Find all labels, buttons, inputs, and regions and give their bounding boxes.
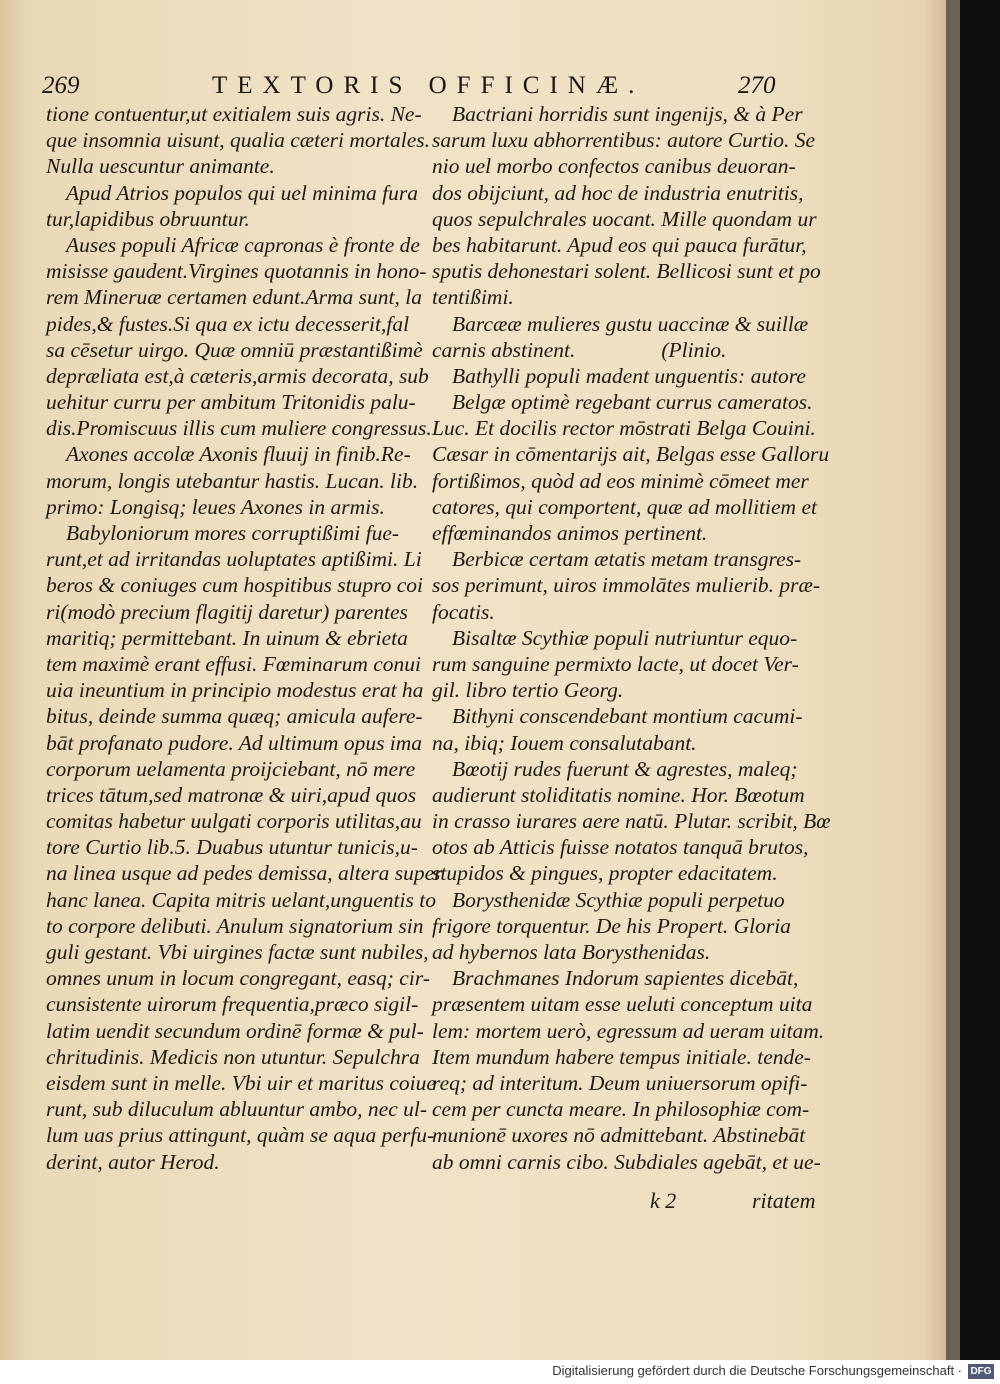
text-line: Axones accolæ Axonis fluuij in finib.Re- [66, 442, 411, 467]
text-line: trices tātum,sed matronæ & uiri,apud quos [46, 782, 417, 807]
text-line: dis.Promiscuus illis cum muliere congressus. [46, 416, 432, 441]
text-line: Auses populi Africæ capronas è fronte de [66, 232, 420, 257]
text-line: corporum uelamenta proijciebant, nō mere [46, 756, 416, 781]
text-line: uehitur curru per ambitum Tritonidis palu- [46, 390, 416, 415]
text-line: cem per cuncta meare. In philosophiæ com- [432, 1097, 810, 1122]
text-line: Apud Atrios populos qui uel minima fura [66, 180, 418, 205]
text-line: dos obijciunt, ad hoc de industria enutritis, [432, 180, 804, 205]
text-line: Berbicæ certam ætatis metam transgres- [452, 547, 802, 572]
text-line: Bathylli populi madent unguentis: autore [452, 363, 806, 388]
text-line: derint, autor Herod. [46, 1149, 220, 1174]
catchword: ritatem [752, 1188, 816, 1213]
text-line: Bactriani horridis sunt ingenijs, & à Per [452, 102, 803, 126]
text-line: ad hybernos lata Borysthenidas. [432, 940, 711, 964]
text-line: que insomnia uisunt, qualia cæteri mortales. [46, 128, 431, 153]
text-line: morum, longis utebantur hastis. Lucan. lib. [46, 468, 419, 493]
text-line: in crasso iurares aere natū. Plutar. scribit, Bœ [432, 809, 831, 834]
text-line: sarum luxu abhorrentibus: autore Curtio. Se [432, 128, 816, 153]
text-line: focatis. [432, 599, 495, 624]
left-text-column [46, 101, 443, 1175]
text-line: beros & coniuges cum hospitibus stupro coi [46, 573, 424, 598]
page-number-left: 269 [42, 72, 80, 99]
text-line: Nulla uescuntur animante. [46, 154, 275, 179]
text-line: guli gestant. Vbi uirgines factæ sunt nubiles, [46, 940, 429, 964]
text-line: stupidos & pingues, propter edacitatem. [432, 861, 778, 886]
text-line: tentißimi. [432, 285, 514, 310]
text-line: tur,lapidibus obruuntur. [46, 206, 250, 231]
text-line: Belgæ optimè regebant currus cameratos. [452, 390, 813, 415]
text-line: hanc lanea. Capita mitris uelant,unguentis to [46, 887, 436, 912]
text-line: tione contuentur,ut exitialem suis agris. Ne- [46, 102, 422, 126]
dfg-logo: DFG [968, 1364, 994, 1379]
text-line: lem: mortem uerò, egressum ad ueram uitam. [432, 1018, 825, 1043]
text-line: Item mundum habere tempus initiale. tende- [432, 1044, 811, 1069]
text-line: rum sanguine permixto lacte, ut docet Ver- [432, 651, 799, 676]
text-line: audierunt stoliditatis nomine. Hor. Bœotum [432, 782, 805, 807]
text-line: sputis dehonestari solent. Bellicosi sunt et po [432, 259, 821, 284]
text-line: sos perimunt, uiros immolātes mulierib. præ- [432, 573, 821, 598]
page-edge [946, 0, 960, 1360]
text-line: chritudinis. Medicis non utuntur. Sepulchra [46, 1044, 420, 1069]
text-line: fortißimos, quòd ad eos minimè cōmeet mer [432, 468, 809, 493]
right-text-column [432, 101, 831, 1175]
text-line: na linea usque ad pedes demissa, altera super [46, 861, 443, 886]
text-line: tore Curtio lib.5. Duabus utuntur tunicis,u- [46, 835, 418, 860]
text-line: Bisaltæ Scythiæ populi nutriuntur equo- [452, 625, 798, 650]
text-line: Barcææ mulieres gustu uaccinæ & suillæ [452, 311, 809, 336]
text-line: ab omni carnis cibo. Subdiales agebāt, et ue- [432, 1149, 821, 1174]
text-line: lum uas prius attingunt, quàm se aqua perfu- [46, 1123, 435, 1148]
text-line: sa cēsetur uirgo. Quæ omniū præstantißimè [46, 337, 423, 362]
text-line: rem Mineruæ certamen edunt.Arma sunt, la [46, 285, 422, 310]
text-line: bes habitarunt. Apud eos qui pauca furātur, [432, 232, 807, 257]
text-line: nio uel morbo confectos canibus deuoran- [432, 154, 796, 179]
text-line: latim uendit secundum ordinē formæ & pul- [46, 1018, 424, 1043]
signature-mark: k 2 [650, 1188, 677, 1213]
text-line: eisdem sunt in melle. Vbi uir et maritus coiue [46, 1070, 436, 1095]
text-line: to corpore delibuti. Anulum signatorium sin [46, 913, 424, 938]
text-line: carnis abstinent. (Plinio. [432, 337, 727, 362]
text-line: misisse gaudent.Virgines quotannis in hono- [46, 259, 427, 284]
text-line: frigore torquentur. De his Propert. Gloria [432, 913, 791, 938]
text-line: maritiq; permittebant. In uinum & ebrieta [46, 625, 408, 650]
page-number-right: 270 [738, 72, 776, 99]
text-line: Bithyni conscendebant montium cacumi- [452, 704, 803, 729]
text-line: uia ineuntium in principio modestus erat ha [46, 678, 424, 703]
text-line: effœminandos animos pertinent. [432, 521, 708, 545]
text-line: primo: Longisq; leues Axones in armis. [46, 494, 385, 519]
text-line: gil. libro tertio Georg. [432, 678, 624, 703]
text-line: tem maximè erant effusi. Fœminarum conui [46, 651, 422, 676]
text-line: depræliata est,à cæteris,armis decorata, sub [46, 363, 429, 388]
funding-notice: Digitalisierung gefördert durch die Deutsche Forschungsgemeinschaft · [552, 1363, 962, 1378]
text-line: Cæsar in cōmentarijs ait, Belgas esse Galloru [432, 442, 830, 467]
running-title: TEXTORIS OFFICINÆ. [212, 72, 645, 99]
text-line: runt, sub diluculum abluuntur ambo, nec ul- [46, 1097, 428, 1122]
footer-bar [0, 1360, 1000, 1384]
text-line: bāt profanato pudore. Ad ultimum opus ima [46, 730, 423, 755]
text-line: Luc. Et docilis rector mōstrati Belga Couini. [432, 416, 816, 441]
text-line: otos ab Atticis fuisse notatos tanquā brutos, [432, 835, 809, 860]
text-line: munionē uxores nō admittebant. Abstinebāt [432, 1123, 806, 1148]
text-line: omnes unum in locum congregant, easq; cir- [46, 966, 430, 991]
text-line: runt,et ad irritandas uoluptates aptißimi. Li [46, 547, 422, 572]
text-line: quos sepulchrales uocant. Mille quondam ur [432, 206, 817, 231]
text-line: bitus, deinde summa quæq; amicula aufere- [46, 704, 423, 729]
text-line: Babyloniorum mores corruptißimi fue- [66, 521, 400, 545]
text-line: Brachmanes Indorum sapientes dicebāt, [452, 966, 799, 991]
text-line: Bœotij rudes fuerunt & agrestes, maleq; [452, 756, 798, 781]
text-line: præsentem uitam esse ueluti conceptum uita [432, 992, 813, 1017]
text-line: na, ibiq; Iouem consalutabant. [432, 730, 697, 755]
text-line: pides,& fustes.Si qua ex ictu decesserit,fal [46, 311, 410, 336]
text-line: cunsistente uirorum frequentia,præco sigil- [46, 992, 419, 1017]
text-line: ri(modò precium flagitij daretur) parentes [46, 599, 408, 624]
text-line: catores, qui comportent, quæ ad mollitiem et [432, 494, 817, 519]
text-line: Borysthenidæ Scythiæ populi perpetuo [452, 887, 785, 912]
text-line: comitas habetur uulgati corporis utilitas,au [46, 809, 422, 834]
text-line: req; ad interitum. Deum uniuersorum opifi- [432, 1070, 808, 1095]
